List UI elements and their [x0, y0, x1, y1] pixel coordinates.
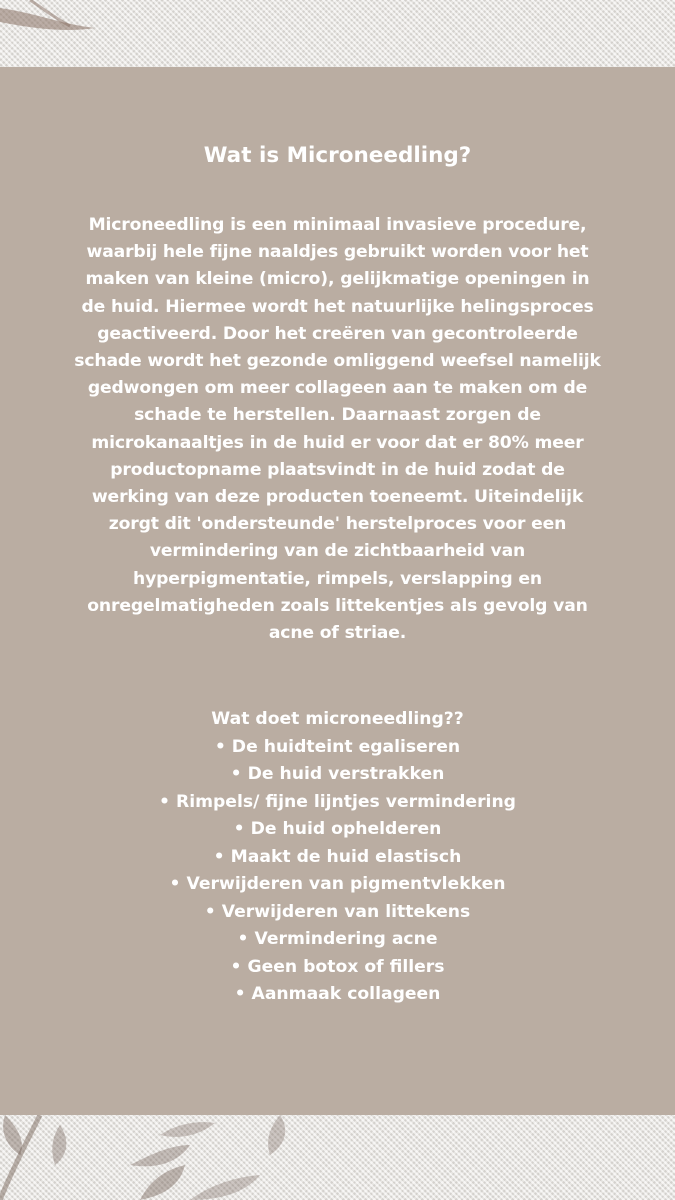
- benefit-list: [0, 734, 675, 1009]
- list-item: • Verwijderen van littekens: [204, 901, 471, 922]
- list-item: • De huid verstrakken: [230, 764, 445, 784]
- list-item: • Geen botox of fillers: [230, 956, 445, 977]
- list-item: • Aanmaak collageen: [234, 984, 441, 1004]
- page-title: Wat is Microneedling?: [203, 143, 472, 168]
- benefits-heading: Wat doet microneedling??: [211, 709, 464, 729]
- list-item: • Vermindering acne: [237, 929, 438, 949]
- list-item: • Maakt de huid elastisch: [213, 846, 462, 867]
- benefits-section: [0, 706, 675, 1009]
- intro-paragraph: Microneedling is een minimaal invasieve procedure, waarbij hele fijne naaldjes gebruikt worden voor het maken van kleine (micro), gelijkmatige openingen in de huid. Hiermee wordt het natuurlijke helingsproces geactiveerd. Door het creëren van gecontroleerde schade wordt het gezonde omliggend weefsel namelijk gedwongen om meer collageen aan te maken om de schade te herstellen. Daarnaast zorgen de microkanaaltjes in de huid er voor dat er 80% meer productopname plaatsvindt in de huid zodat de werking van deze producten toeneemt. Uiteindelijk zorgt dit 'ondersteunde' herstelproces voor een vermindering van de zichtbaarheid van hyperpigmentatie, rimpels, verslapping en onregelmatigheden zoals littekentjes als gevolg van acne of striae.: [74, 215, 601, 644]
- list-item: • De huid ophelderen: [233, 819, 442, 839]
- list-item: • Rimpels/ fijne lijntjes vermindering: [159, 791, 516, 812]
- list-item: • De huidteint egaliseren: [214, 736, 461, 757]
- list-item: • Verwijderen van pigmentvlekken: [169, 874, 506, 894]
